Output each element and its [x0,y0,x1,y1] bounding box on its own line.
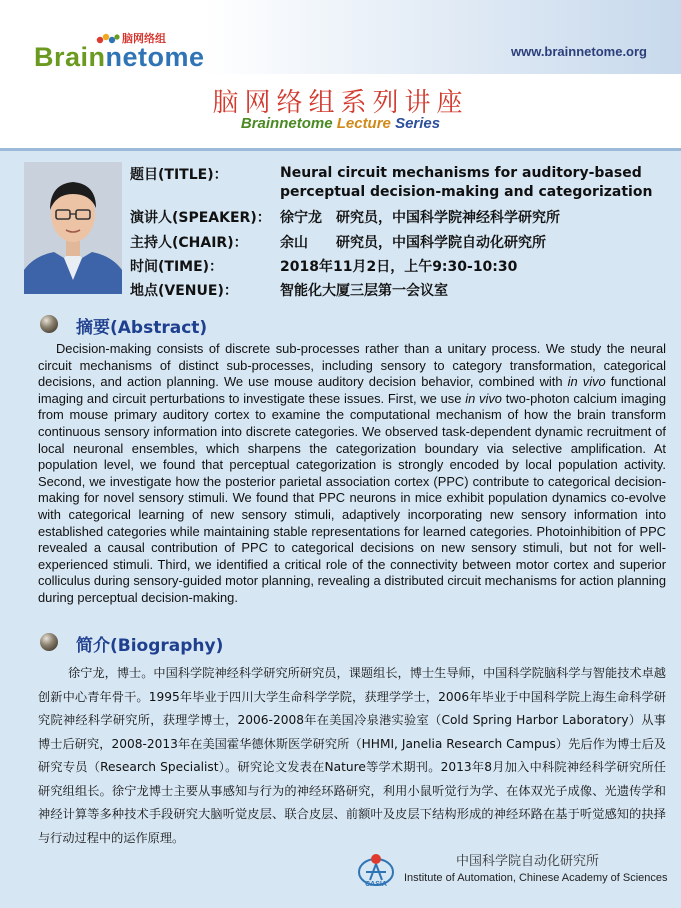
title-value: Neural circuit mechanisms for auditory-based perceptual decision-making and categorization [280,165,653,200]
logo-chinese-text: 脑网络组 [122,32,166,45]
abstract-part1: Decision-making consists of discrete sub-processes rather than a unitary process. We study the neural circuit mechanisms of distinct sub-processes, including sensory to category transformation, categorical decisions, and action planning. We use mouse auditory decision behavior, combined with [38,341,666,390]
biography-title: 简介(Biography) [76,636,224,656]
series-title-en-part2: Lecture [336,115,391,132]
logo-wordmark [34,42,205,73]
bullet-icon [40,315,58,333]
time-label: 时间(TIME)： [130,259,224,275]
institute-name-cn: 中国科学院自动化研究所 [456,854,600,869]
chair-value: 余山 研究员，中国科学院自动化研究所 [280,235,546,251]
website-url[interactable]: www.brainnetome.org [510,44,647,59]
abstract-title: 摘要(Abstract) [76,318,208,338]
chair-label: 主持人(CHAIR)： [130,235,248,251]
brainnetome-logo [34,28,214,72]
series-title-en [0,115,681,132]
abstract-em2: in vivo [465,390,502,406]
series-title-en-part1: Brainnetome [240,115,333,132]
series-title-cn: 脑网络组系列讲座 [212,88,469,118]
speaker-photo [24,162,122,294]
biography-text: 徐宁龙，博士。中国科学院神经科学研究所研究员，课题组长，博士生导师，中国科学院脑科学与智能技术卓越创新中心青年骨干。1995年毕业于四川大学生命科学学院，获理学学士，2006年毕业于中国科学院上海生命科学研究院神经科学研究所，获理学博士，2006-2008年在美国冷泉港实验室（Cold Spring Harbor Laboratory）从事博士后研究，2008-2013年在美国霍华德休斯医学研究所（HHMI, Janelia Research Campus）先后作为博士后及研究专员（Research Specialist）。研究论文发表在Nature等学术期刊。2013年8月加入中科院神经科学研究所任研究组组长。徐宁龙博士主要从事感知与行为的神经环路研究，利用小鼠听觉行为学、在体双光子成像、光遗传学和神经计算等多种技术手段研究大脑听觉皮层、联合皮层、前额叶及皮层下结构形成的神经环路在基于听觉感知的抉择与行动过程中的运作原理。 [38,666,666,845]
speaker-value: 徐宁龙 研究员，中国科学院神经科学研究所 [280,210,560,226]
time-value: 2018年11月2日，上午9:30-10:30 [280,259,518,275]
title-label: 题目(TITLE)： [130,167,228,183]
logo-wordmark-netome: netome [105,42,205,72]
series-title-en-part3: Series [395,115,441,132]
logo-wordmark-brain: Brain [34,42,106,72]
abstract-part2: functional imaging and circuit perturbations to investigate these issues. First, we use [38,374,666,406]
speaker-portrait-icon [24,162,122,294]
venue-label: 地点(VENUE)： [130,283,238,299]
footer-institute [356,846,668,892]
speaker-label: 演讲人(SPEAKER)： [130,210,271,226]
abstract-em1: in vivo [567,374,606,390]
venue-value: 智能化大厦三层第一会议室 [280,283,448,299]
casia-logo-icon [356,850,396,888]
abstract-text [38,341,666,607]
divider [0,148,681,151]
abstract-part3: two-photon calcium imaging from mouse primary auditory cortex to examine the computational mechanism of how the brain transform continuous sensory information into discrete categories. We observed task-dependent dynamic recruitment of local neuronal ensembles, which sharpens the categorization boundary via selective amplification. At population level, we found that perceptual categorization is strongly encoded by local population activity. Second, we investigate how the posterior parietal association cortex (PPC) contribute to categorical decision-making for novel sensory stimuli. We found that PPC neurons in mice exhibit population dynamics co-evolve with categorical learning of new sensory stimuli, adaptively incorporating new sensory information into established categories while maintaining stable representations for learned categories. Photoinhibition of PPC revealed a causal contribution of PPC to categorical decisions on new sensory stimuli, but not for well-experienced stimuli. Third, we identified a critical role of the connectivity between motor cortex and superior colliculus during sensory-guided motor planning, revealing a distributed circuit mechanisms for action planning during perceptual decision-making. [38,390,666,605]
institute-name-en: Institute of Automation, Chinese Academy of Sciences [404,872,668,884]
casia-logo-text: CASIA [365,881,387,888]
bullet-icon [40,633,58,651]
